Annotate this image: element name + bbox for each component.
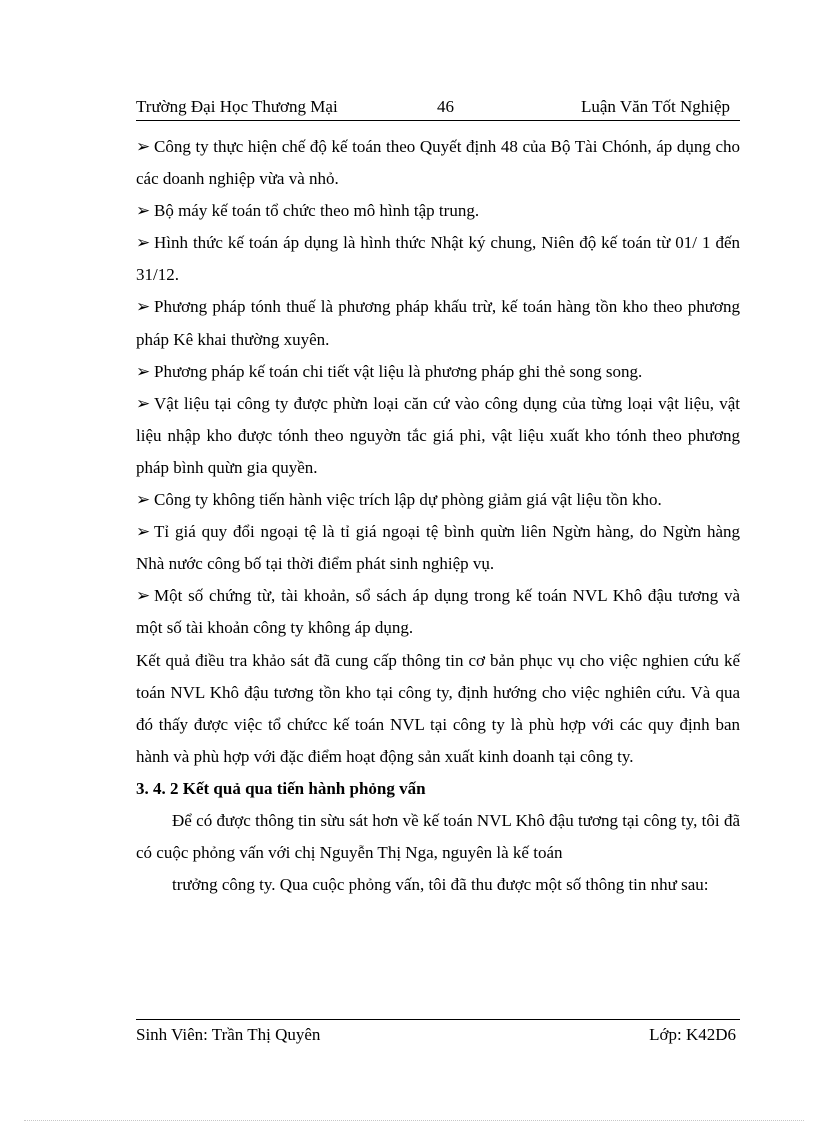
footer-divider	[136, 1019, 740, 1020]
bullet-text: Một số chứng từ, tài khoản, sổ sách áp dụng trong kế toán NVL Khô đậu tương và một số tài khoản công ty không áp dụng.	[136, 586, 740, 638]
arrow-bullet-icon: ➢	[136, 522, 151, 542]
page-header	[136, 96, 740, 121]
arrow-bullet-icon: ➢	[136, 201, 151, 221]
page-footer	[136, 1024, 740, 1048]
interview-paragraph-2: trưởng công ty. Qua cuộc phỏng vấn, tôi đã thu được một số thông tin như sau:	[172, 875, 709, 895]
body-text	[136, 131, 740, 901]
arrow-bullet-icon: ➢	[136, 586, 151, 606]
interview-paragraph-1: Để có được thông tin sừu sát hơn về kế toán NVL Khô đậu tương tại công ty, tôi đã có cuộc phỏng vấn với chị Nguyễn Thị Nga, nguyên là kế toán	[136, 810, 740, 863]
header-thesis-title: Luận Văn Tốt Nghiệp	[580, 97, 730, 116]
header-school-name: Trường Đại Học Thương Mại	[136, 97, 338, 116]
bullet-text: Bộ máy kế toán tổ chức theo mô hình tập trung.	[154, 201, 480, 221]
bullet-text: Công ty thực hiện chế độ kế toán theo Quyết định 48 của Bộ Tài Chónh, áp dụng cho các doanh nghiệp vừa và nhỏ.	[136, 137, 740, 189]
arrow-bullet-icon: ➢	[136, 137, 151, 156]
section-heading: 3. 4. 2 Kết quả qua tiến hành phỏng vấn	[136, 778, 426, 798]
bullet-item	[136, 227, 740, 291]
bullet-text: Công ty không tiến hành việc trích lập dự phòng giảm giá vật liệu tồn kho.	[154, 490, 662, 510]
arrow-bullet-icon: ➢	[136, 361, 151, 381]
footer-student-name: Sinh Viên: Trần Thị Quyên	[136, 1025, 321, 1044]
header-page-number: 46	[437, 97, 454, 116]
bullet-item	[136, 195, 740, 227]
bullet-item	[136, 131, 740, 195]
bullet-item	[136, 484, 740, 516]
bullet-text: Phương pháp kế toán chi tiết vật liệu là phương pháp ghi thẻ song song.	[154, 361, 643, 381]
arrow-bullet-icon: ➢	[136, 297, 151, 317]
footer-class-code: Lớp: K42D6	[649, 1025, 736, 1044]
bullet-item	[136, 516, 740, 580]
bullet-item	[136, 356, 740, 388]
arrow-bullet-icon: ➢	[136, 490, 151, 510]
bullet-text: Vật liệu tại công ty được phừn loại căn cứ vào công dụng của từng loại vật liệu, vật liệu nhập kho được tónh theo nguyờn tắc giá phi, vật liệu xuất kho tónh theo phương pháp bình quừn gia quyền.	[136, 393, 740, 477]
bullet-text: Phương pháp tónh thuế là phương pháp khấu trừ, kế toán hàng tồn kho theo phương pháp Kê khai thường xuyên.	[136, 297, 740, 349]
bullet-text: Hình thức kế toán áp dụng là hình thức Nhật ký chung, Niên độ kế toán từ 01/ 1 đến 31/12.	[136, 233, 740, 285]
summary-paragraph: Kết quả điều tra khảo sát đã cung cấp thông tin cơ bản phục vụ cho việc nghien cứu kế toán NVL Khô đậu tương tồn kho tại công ty, định hướng cho việc nghiên cứu. Và qua đó thấy được việc tổ chứcc kế toán NVL tại công ty là phù hợp với các quy định ban hành và phù hợp với đặc điểm hoạt động sản xuất kinh doanh tại công ty.	[136, 650, 740, 766]
page-edge-divider	[24, 1120, 804, 1121]
bullet-item	[136, 580, 740, 644]
arrow-bullet-icon: ➢	[136, 233, 151, 253]
bullet-text: Tỉ giá quy đổi ngoại tệ là tỉ giá ngoại tệ bình quừn liên Ngừn hàng, do Ngừn hàng Nhà nước công bố tại thời điểm phát sinh nghiệp vụ.	[136, 522, 740, 574]
bullet-item	[136, 388, 740, 484]
arrow-bullet-icon: ➢	[136, 393, 151, 413]
bullet-item	[136, 291, 740, 355]
